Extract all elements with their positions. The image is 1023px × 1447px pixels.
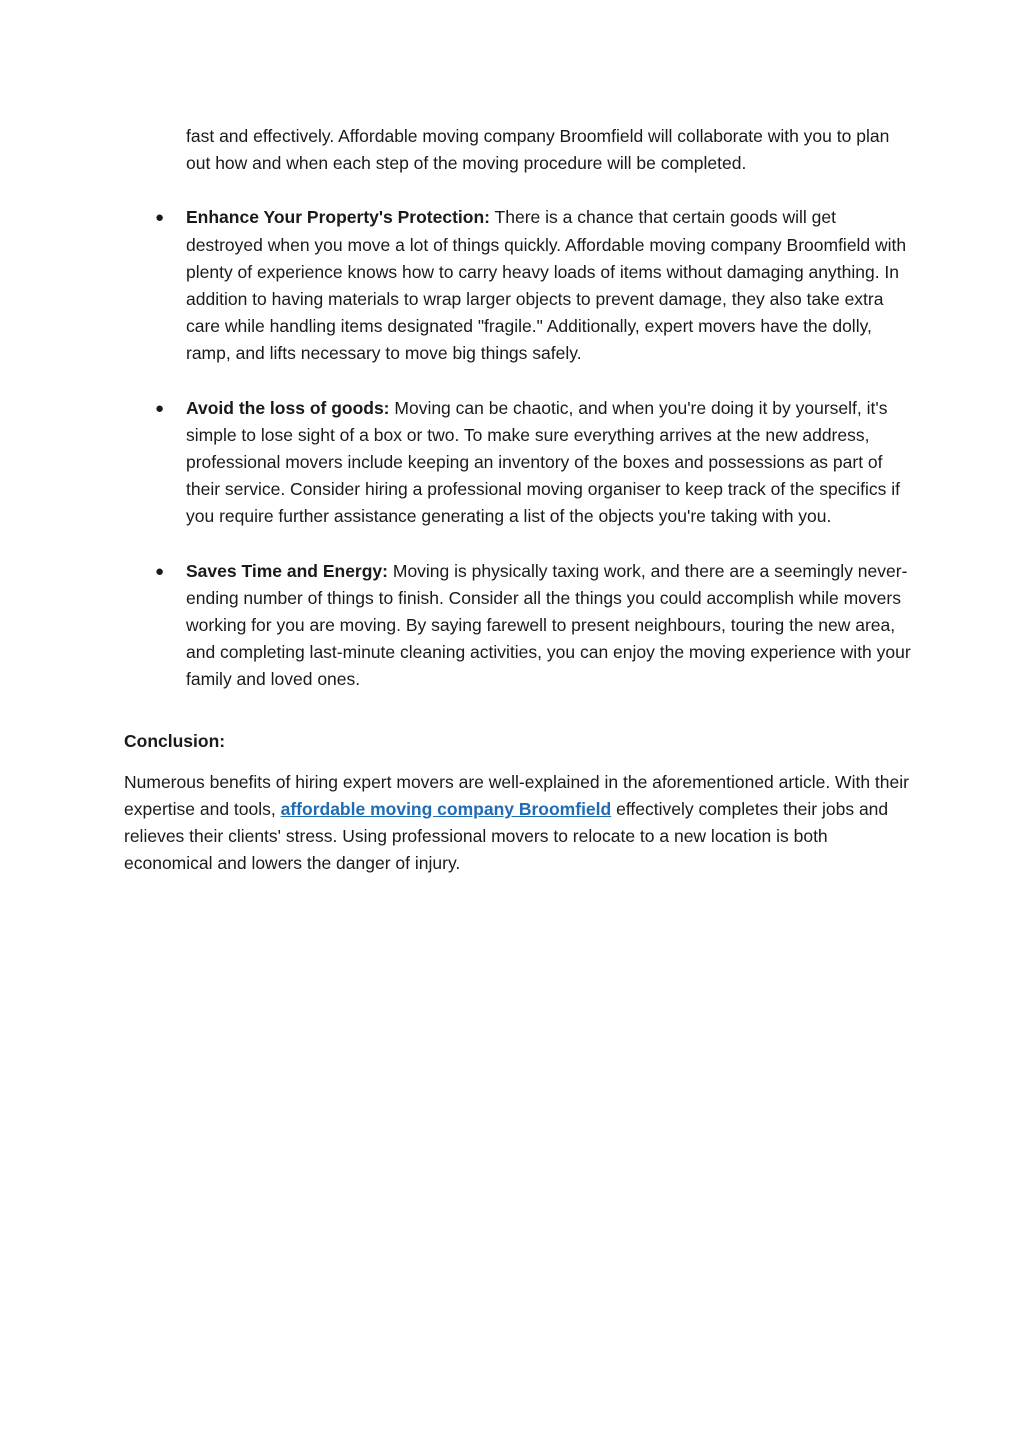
bullet-icon: ● — [155, 399, 165, 417]
conclusion-paragraph — [124, 769, 914, 878]
continuation-paragraph: fast and effectively. Affordable moving company Broomfield will collaborate with you to plan out how and when each step of the moving procedure will be completed. — [186, 126, 890, 174]
bullet-icon: ● — [155, 209, 165, 227]
list-item — [124, 204, 914, 367]
broomfield-movers-link[interactable]: affordable moving company Broomfield — [280, 799, 612, 820]
bullet-icon: ● — [155, 562, 165, 580]
list-item — [124, 558, 914, 694]
bullet-text: Moving is physically taxing work, and there are a seemingly never-ending number of things to finish. Consider all the things you could accomplish while movers working for you are moving. By saying farewell to present neighbours, touring the new area, and completing last-minute cleaning activities, you can enjoy the moving experience with your family and loved ones. — [186, 560, 911, 690]
bullet-title: Saves Time and Energy: — [186, 560, 388, 581]
bullet-text: Moving can be chaotic, and when you're doing it by yourself, it's simple to lose sight of a box or two. To make sure everything arrives at the new address, professional movers include keeping an inventory of the boxes and possessions as part of their service. Consider hiring a professional moving organiser to keep track of the specifics if you require further assistance generating a list of the objects you're taking with you. — [186, 397, 900, 527]
benefits-list — [124, 204, 914, 693]
bullet-title: Enhance Your Property's Protection: — [186, 207, 490, 228]
bullet-text: There is a chance that certain goods will get destroyed when you move a lot of things quickly. Affordable moving company Broomfield with plenty of experience knows how to carry heavy loads of items without damaging anything. In addition to having materials to wrap larger objects to prevent damage, they also take extra care while handling items designated "fragile." Additionally, expert movers have the dolly, ramp, and lifts necessary to move big things safely. — [186, 207, 907, 364]
bullet-title: Avoid the loss of goods: — [186, 397, 390, 418]
list-item — [124, 395, 914, 531]
conclusion-text-after: effectively completes their jobs and relieves their clients' stress. Using professional movers to relocate to a new location is both economical and lowers the danger of injury. — [124, 799, 889, 874]
conclusion-heading: Conclusion: — [124, 730, 226, 751]
document-body — [124, 123, 914, 878]
conclusion-text-before: Numerous benefits of hiring expert movers are well-explained in the aforementioned article. With their expertise and tools, — [124, 771, 909, 820]
